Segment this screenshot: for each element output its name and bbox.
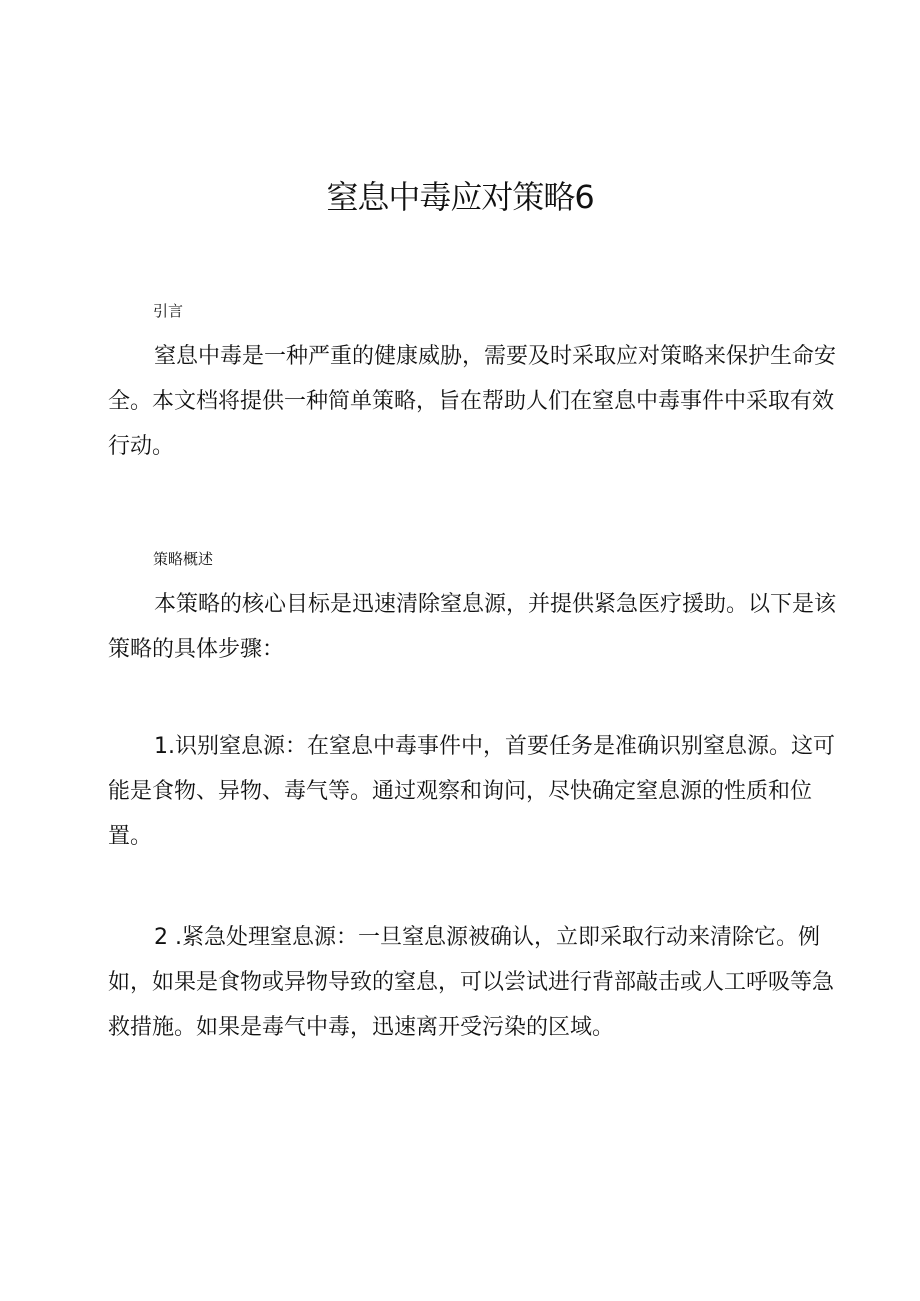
overview-paragraph: 本策略的核心目标是迅速清除窒息源，并提供紧急医疗援助。以下是该策略的具体步骤： bbox=[108, 592, 837, 662]
section-heading-overview: 策略概述 bbox=[153, 550, 214, 568]
intro-paragraph: 窒息中毒是一种严重的健康威胁，需要及时采取应对策略来保护生命安全。本文档将提供一种简单策略，旨在帮助人们在窒息中毒事件中采取有效行动。 bbox=[108, 344, 837, 459]
step-1-paragraph: 1.识别窒息源：在窒息中毒事件中，首要任务是准确识别窒息源。这可能是食物、异物、毒气等。通过观察和询问，尽快确定窒息源的性质和位置。 bbox=[108, 734, 835, 849]
step-2-paragraph: 2 .紧急处理窒息源：一旦窒息源被确认，立即采取行动来清除它。例如，如果是食物或异物导致的窒息，可以尝试进行背部敲击或人工呼吸等急救措施。如果是毒气中毒，迅速离开受污染的区域。 bbox=[108, 925, 835, 1040]
section-heading-intro: 引言 bbox=[153, 302, 184, 320]
document-title: 窒息中毒应对策略6 bbox=[326, 178, 594, 216]
